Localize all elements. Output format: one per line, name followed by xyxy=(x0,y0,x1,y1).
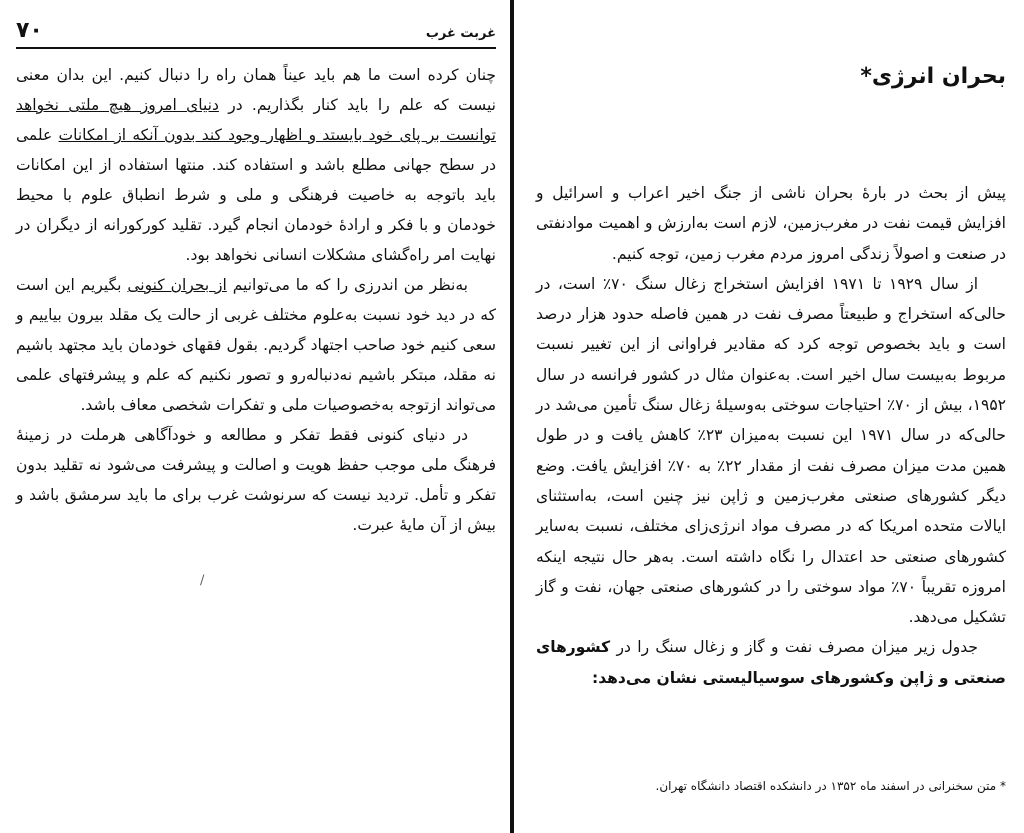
running-title: غربت غرب xyxy=(425,26,496,41)
paragraph-text: چنان کرده است ما هم باید عیناً همان راه را دنبال کنیم. این بدان معنی نیست که علم را باید کنار بگذاریم. در xyxy=(16,66,496,114)
header-rule xyxy=(16,47,496,49)
paragraph xyxy=(16,270,496,420)
page-number: ۷۰ xyxy=(16,18,43,43)
paragraph: در دنیای کنونی فقط تفکر و مطالعه و خودآگاهی هرملت در زمینهٔ فرهنگ ملی موجب حفظ هویت و اصالت و پیشرفت می‌شود نه تقلید بدون تفکر و تأمل. تردید نیست که سرنوشت غرب برای ما باید سرمشق باشد و بیش از آن مایهٔ عبرت. xyxy=(16,426,496,534)
paragraph-text: بگیریم این است که در دید خود نسبت به‌علوم مختلف غربی از حالت یک مقلد بیرون بیاییم و سعی کنیم خود صاحب اجتهاد گردیم. بقول فقهای خودمان باید مجتهد باشیم نه مقلد، مبتکر باشیم نه‌دنباله‌رو و تصور نکنیم که علم و پیشرفتهای علمی می‌تواند ازتوجه به‌خصوصیات ملی و تفکرات شخصی معاف باشد. xyxy=(16,276,496,414)
left-page-body xyxy=(16,60,496,540)
page-divider xyxy=(510,0,514,833)
paragraph xyxy=(16,60,496,270)
paragraph: از سال ۱۹۲۹ تا ۱۹۷۱ افزایش استخراج زغال سنگ ۷۰٪ است، در حالی‌که استخراج و طبیعتاً مصرف نفت در همین فاصله حدود هزار درصد است و باید بخصوص توجه کرد که مقادیر فراوانی از این تغییر نسبت مربوط به‌بیست سال اخیر است. به‌عنوان مثال در کشور فرانسه در سال ۱۹۵۲، بیش از ۷۰٪ احتیاجات سوختی به‌وسیلهٔ زغال سنگ تأمین می‌شد در حالی‌که در سال ۱۹۷۱ این نسبت به‌میزان ۲۳٪ کاهش یافت و در طول همین مدت میزان مصرف نفت از مقدار ۲۲٪ به ۷۰٪ افزایش یافت. وضع دیگر کشورهای صنعتی مغرب‌زمین و ژاپن نیز چنین است، به‌استثنای ایالات متحده امریکا که در مصرف مواد انرژی‌زای مختلف، نسبت به‌سایر کشورهای صنعتی حد اعتدال را نگاه داشته است. به‌هر حال نتیجه اینکه امروزه تقریباً ۷۰٪ مواد سوختی را در کشورهای صنعتی جهان، نفت و گاز تشکیل می‌دهد. xyxy=(536,274,1007,627)
paragraph-text: جدول زیر میزان مصرف نفت و گاز و زغال سنگ را در xyxy=(610,638,978,657)
paragraph-text: به‌نظر من اندرزی را که ما می‌توانیم xyxy=(226,276,468,294)
paragraph xyxy=(536,632,1006,693)
paragraph-text: علمی در سطح جهانی مطلع باشد و استفاده کند. منتها استفاده از این امکانات باید باتوجه به خاصیت فرهنگی و ملی و شرط انطباق علوم با محیط خودمان و با فکر و ارادهٔ خودمان انجام گیرد. تقلید کورکورانه از دیگران در نهایت امر راه‌گشای مشکلات انسانی نخواهد بود. xyxy=(16,126,496,264)
footnote: * متن سخنرانی در اسفند ماه ۱۳۵۲ در دانشکده اقتصاد دانشگاه تهران. xyxy=(655,779,1006,793)
right-page-body xyxy=(536,178,1006,693)
left-page xyxy=(0,0,510,833)
bold-text: کشورهای صنعتی و ژاپن وکشورهای سوسیالیستی نشان می‌دهد: xyxy=(536,638,1006,687)
underlined-text: دنیای امروز هیچ ملتی نخواهد توانست بر پای خود بایستد و اظهار وجود کند بدون آنکه از امکانات xyxy=(16,96,496,144)
right-page xyxy=(516,0,1024,833)
running-header xyxy=(16,18,496,44)
underlined-text: از بحران کنونی xyxy=(127,276,227,294)
margin-mark: / xyxy=(200,573,205,588)
section-title: بحران انرژی* xyxy=(860,64,1006,89)
paragraph: پیش از بحث در بارهٔ بحران ناشی از جنگ اخیر اعراب و اسرائیل و افزایش قیمت نفت در مغرب‌زمین، لازم است به‌ارزش و اهمیت موادنفتی در صنعت و اصولاً زندگی امروز مردم مغرب زمین، توجه کنیم. xyxy=(536,184,1006,263)
